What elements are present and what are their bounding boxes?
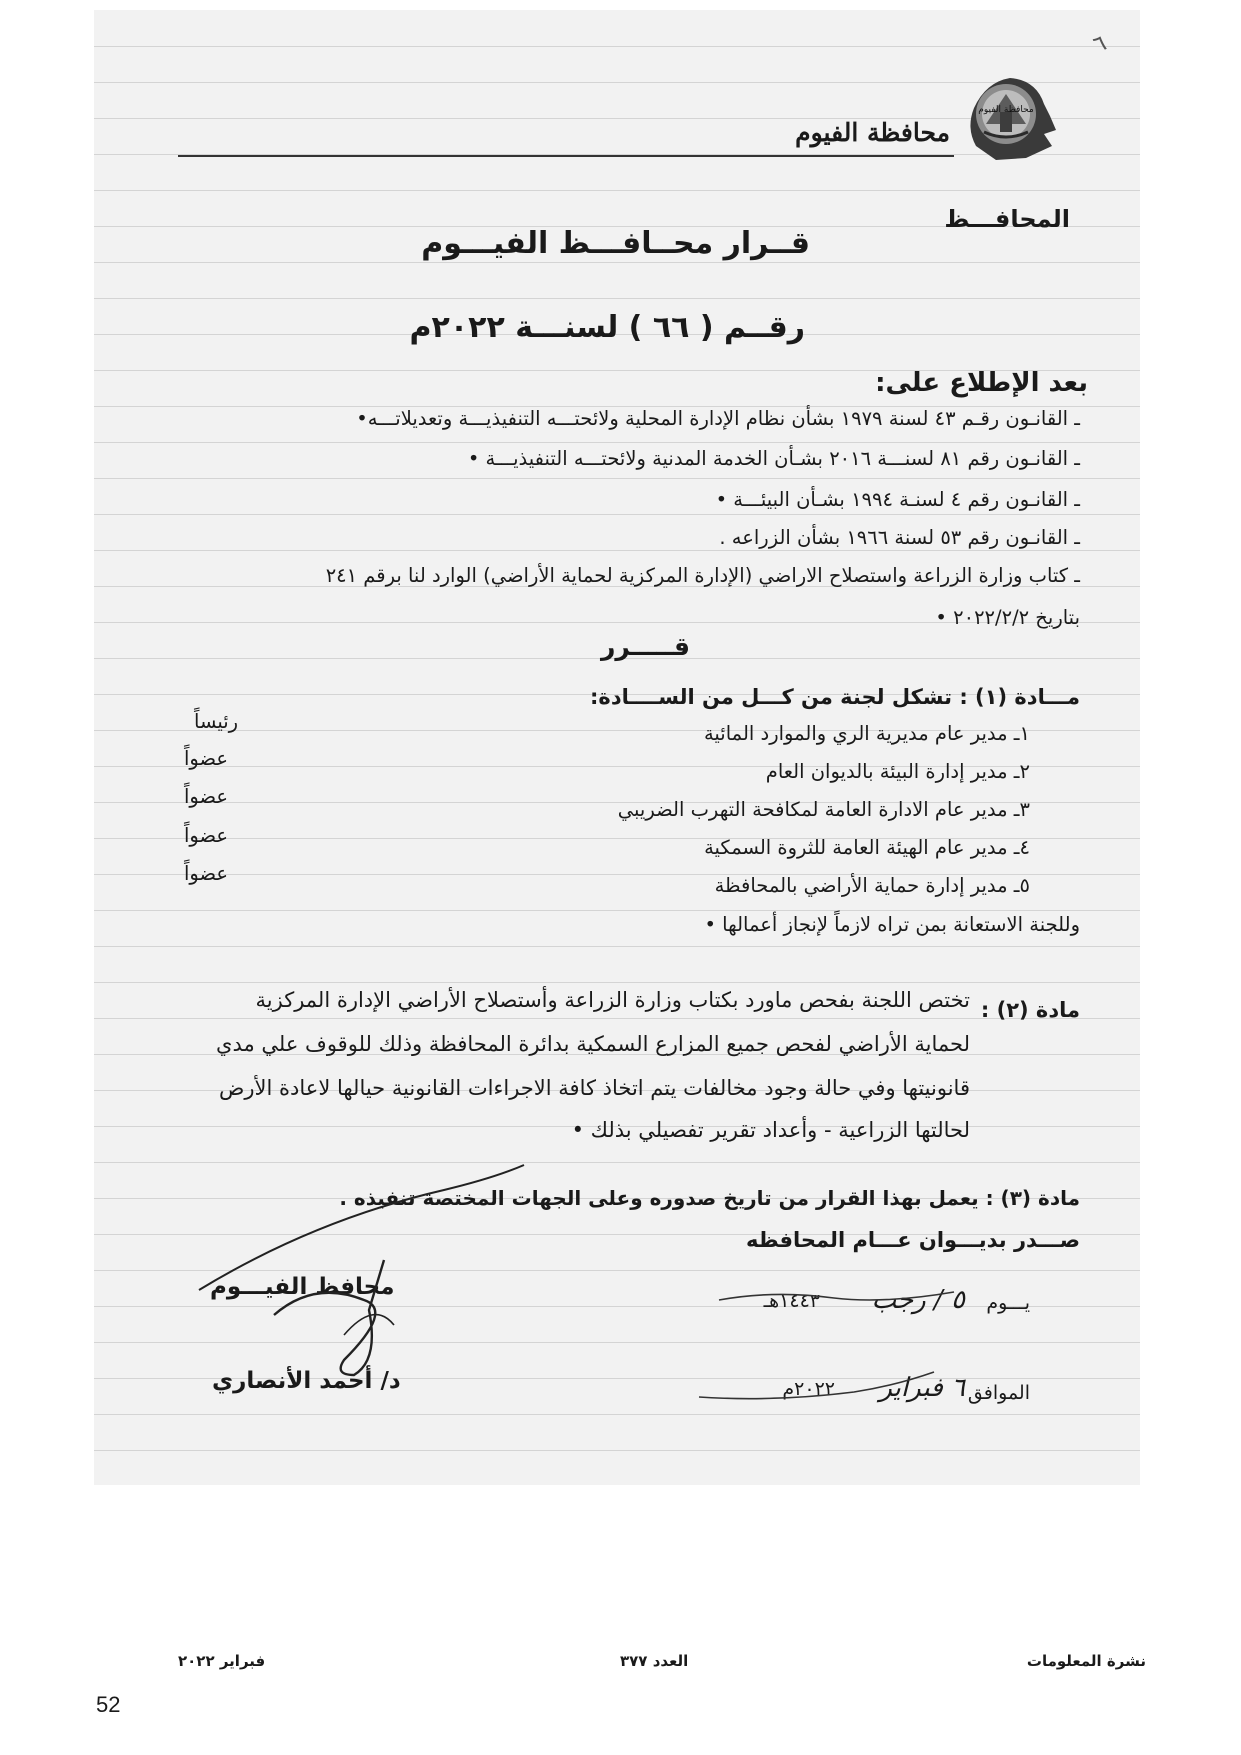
- preamble-item: ـ القانـون رقم ٨١ لسنـــة ٢٠١٦ بشـأن الخدمة المدنية ولائحتـــه التنفيذيـــة •: [467, 447, 1080, 470]
- footer-issue: العدد ٣٧٧: [620, 1652, 689, 1670]
- decree-title: قــرار محــافـــظ الفيـــوم: [421, 226, 810, 261]
- paper-rule-line: [94, 262, 1140, 263]
- committee-member: ٢ـ مدير إدارة البيئة بالديوان العام: [765, 760, 1030, 783]
- committee-member: ٥ـ مدير إدارة حماية الأراضي بالمحافظة: [714, 874, 1030, 897]
- committee-member: ٤ـ مدير عام الهيئة العامة للثروة السمكية: [704, 836, 1030, 859]
- fayoum-governorate-logo-icon: [956, 68, 1056, 168]
- article-2-line: تختص اللجنة بفحص ماورد بكتاب وزارة الزراعة وأستصلاح الأراضي الإدارة المركزية: [255, 988, 970, 1012]
- paper-rule-line: [94, 298, 1140, 299]
- preamble-item: ـ القانـون رقـم ٤٣ لسنة ١٩٧٩ بشأن نظام الإدارة المحلية ولائحتـــه التنفيذيـــة وتعديلاتـــه•: [356, 407, 1080, 430]
- committee-member: ١ـ مدير عام مديرية الري والموارد المائية: [703, 722, 1030, 745]
- handwritten-date-stroke-icon: [694, 1362, 954, 1412]
- corresponding-label: الموافق: [967, 1382, 1030, 1404]
- decided-heading: قـــــرر: [600, 632, 690, 661]
- paper-rule-line: [94, 910, 1140, 911]
- article-2-line: قانونيتها وفي حالة وجود مخالفات يتم اتخاذ كافة الاجراءات القانونية حيالها لاعادة الأرض: [219, 1076, 970, 1100]
- footer-date: فبراير ٢٠٢٢: [178, 1652, 266, 1670]
- preamble-heading: بعد الإطلاع على:: [875, 368, 1088, 398]
- committee-member-role: عضواً: [184, 747, 229, 770]
- committee-member: ٣ـ مدير عام الادارة العامة لمكافحة التهرب الضريبي: [617, 798, 1030, 821]
- paper-rule-line: [94, 550, 1140, 551]
- preamble-item: ـ القانـون رقم ٥٣ لسنة ١٩٦٦ بشأن الزراعه .: [719, 526, 1080, 549]
- article-3: مادة (٣) : يعمل بهذا القرار من تاريخ صدوره وعلى الجهات المختصة تنفيذه .: [339, 1186, 1080, 1210]
- logo-text: محافظة الفيوم: [978, 105, 1034, 115]
- hijri-year: ١٤٤٣هـ: [763, 1290, 820, 1312]
- scanned-decree-page: [94, 10, 1140, 1485]
- paper-rule-line: [94, 1414, 1140, 1415]
- governorate-name: محافظة الفيوم: [795, 118, 950, 147]
- paper-rule-line: [94, 982, 1140, 983]
- decree-number: رقــم ( ٦٦ ) لسنـــة ٢٠٢٢م: [409, 310, 805, 345]
- preamble-item: ـ كتاب وزارة الزراعة واستصلاح الاراضي (الإدارة المركزية لحماية الأراضي) الوارد لنا برقم ٢٤١: [325, 564, 1080, 587]
- committee-member-role: عضواً: [184, 862, 229, 885]
- gregorian-day: ٦ فبراير: [879, 1373, 965, 1403]
- committee-member-role: عضواً: [184, 785, 229, 808]
- handwritten-date-stroke-icon: [714, 1270, 974, 1320]
- article-2-line: لحالتها الزراعية - وأعداد تقرير تفصيلي بذلك •: [571, 1118, 970, 1142]
- article-2-label: مادة (٢) :: [980, 998, 1080, 1022]
- preamble-item-continuation: بتاريخ ٢٠٢٢/٢/٢ •: [935, 606, 1080, 629]
- paper-rule-line: [94, 946, 1140, 947]
- header-rule: [178, 155, 954, 157]
- handwritten-signature-icon: [194, 1160, 554, 1400]
- governor-title: المحافـــظ: [944, 205, 1070, 233]
- gregorian-year: ٢٠٢٢م: [782, 1378, 835, 1400]
- article-2-line: لحماية الأراضي لفحص جميع المزارع السمكية بدائرة المحافظة وذلك للوقوف علي مدي: [216, 1032, 970, 1056]
- article-1-heading: مـــادة (١) : تشكل لجنة من كـــل من الســــادة:: [590, 685, 1080, 709]
- committee-member-role: رئيساً: [194, 710, 239, 733]
- paper-rule-line: [94, 478, 1140, 479]
- signatory-title: محافظ الفيـــوم: [210, 1274, 395, 1300]
- paper-rule-line: [94, 442, 1140, 443]
- paper-rule-line: [94, 1450, 1140, 1451]
- corner-page-mark: ٦: [1090, 30, 1110, 59]
- paper-rule-line: [94, 190, 1140, 191]
- paper-rule-line: [94, 46, 1140, 47]
- hijri-day: ٥ / رجب: [871, 1285, 965, 1315]
- signatory-name: د/ أحمد الأنصاري: [212, 1368, 401, 1394]
- page-number: 52: [96, 1692, 121, 1717]
- preamble-item: ـ القانـون رقم ٤ لسنـة ١٩٩٤ بشـأن البيئـــة •: [715, 488, 1080, 511]
- footer-publication: نشرة المعلومات: [1026, 1652, 1146, 1670]
- issued-at: صـــدر بديـــوان عـــام المحافظه: [746, 1228, 1080, 1252]
- paper-rule-line: [94, 514, 1140, 515]
- committee-member-role: عضواً: [184, 824, 229, 847]
- article-1-footnote: وللجنة الاستعانة بمن تراه لازماً لإنجاز أعمالها •: [704, 913, 1080, 936]
- day-label: يـــوم: [986, 1292, 1030, 1314]
